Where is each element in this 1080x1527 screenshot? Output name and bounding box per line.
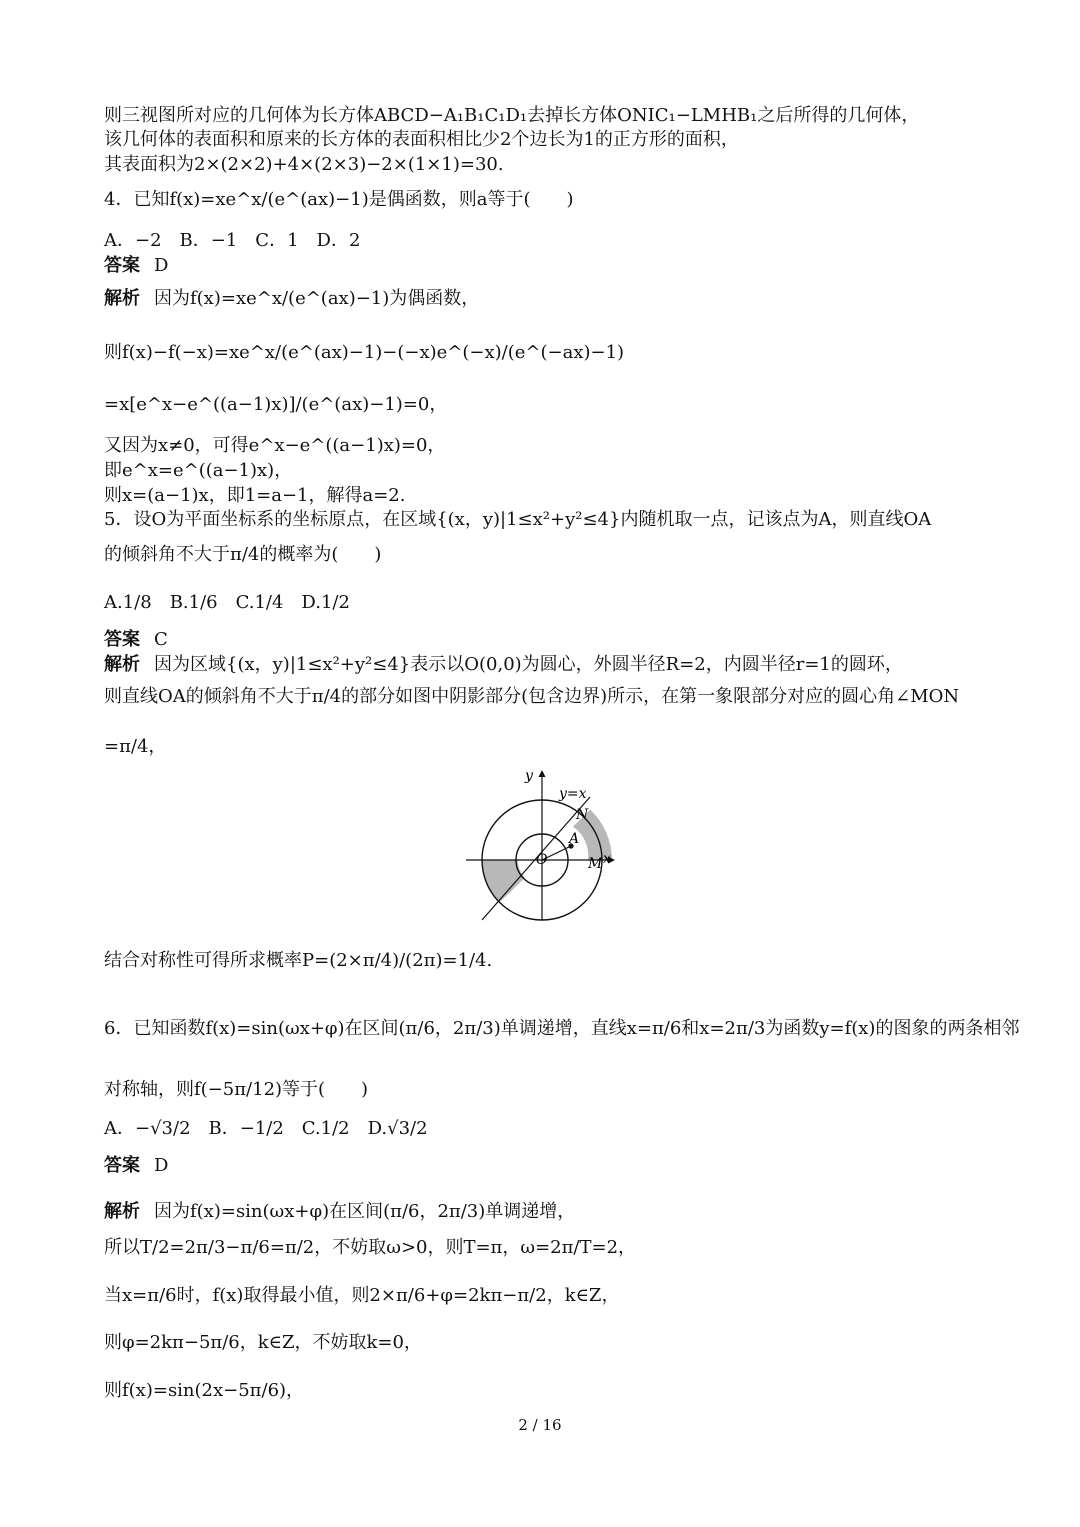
q4-step: 即e^x=e^((a−1)x)， xyxy=(104,460,293,481)
q6-step: 所以T/2=2π/3−π/6=π/2，不妨取ω>0，则T=π，ω=2π/T=2， xyxy=(104,1237,637,1258)
annulus-figure xyxy=(462,764,622,924)
q6-step: 当x=π/6时，f(x)取得最小值，则2×π/6+φ=2kπ−π/2，k∈Z， xyxy=(104,1285,620,1306)
line-label: y=x xyxy=(559,786,587,802)
analysis-text: 因为区域{(x，y)|1≤x²+y²≤4}表示以O(0,0)为圆心，外圆半径R=2，内圆半径r=1的圆环， xyxy=(154,654,903,675)
q5-step: 则直线OA的倾斜角不大于π/4的部分如图中阴影部分(包含边界)所示，在第一象限部分对应的圆心角∠MON xyxy=(104,686,960,707)
analysis-label: 解析 xyxy=(104,654,140,675)
x-axis-label: x xyxy=(603,851,611,867)
q4-stem: 4．已知f(x)=xe^x/(e^(ax)−1)是偶函数，则a等于( ) xyxy=(104,189,574,210)
q6-answer xyxy=(104,1154,980,1178)
q5-step: =π/4， xyxy=(104,736,167,757)
page-number: 2 / 16 xyxy=(518,1416,562,1434)
q5-conclusion: 结合对称性可得所求概率P=(2×π/4)/(2π)=1/4. xyxy=(104,950,493,971)
point-a-label: A xyxy=(569,831,580,847)
intro-line-1: 则三视图所对应的几何体为长方体ABCD−A₁B₁C₁D₁去掉长方体ONIC₁−LMHB₁之后所得的几何体， xyxy=(104,105,920,126)
q4-step: 又因为x≠0，可得e^x−e^((a−1)x)=0， xyxy=(104,435,446,456)
q5-options: A.1/8 B.1/6 C.1/4 D.1/2 xyxy=(104,592,350,613)
point-n-label: N xyxy=(576,807,589,823)
analysis-label: 解析 xyxy=(104,1201,140,1222)
point-m-label: M xyxy=(588,856,603,872)
intro-line-3: 其表面积为2×(2×2)+4×(2×3)−2×(1×1)=30. xyxy=(104,154,504,175)
q6-stem-1: 6．已知函数f(x)=sin(ωx+φ)在区间(π/6，2π/3)单调递增，直线x=π/6和x=2π/3为函数y=f(x)的图象的两条相邻 xyxy=(104,1018,1020,1039)
analysis-label: 解析 xyxy=(104,288,140,309)
q6-step: 则φ=2kπ−5π/6，k∈Z，不妨取k=0， xyxy=(104,1332,422,1353)
answer-label: 答案 xyxy=(104,255,140,276)
intro-line-2: 该几何体的表面积和原来的长方体的表面积相比少2个边长为1的正方形的面积， xyxy=(104,129,739,150)
q6-stem-2: 对称轴，则f(−5π/12)等于( ) xyxy=(104,1079,369,1100)
q4-step: 则x=(a−1)x，即1=a−1，解得a=2. xyxy=(104,485,406,506)
analysis-text: 因为f(x)=sin(ωx+φ)在区间(π/6，2π/3)单调递增， xyxy=(154,1201,576,1222)
q6-step: 则f(x)=sin(2x−5π/6)， xyxy=(104,1380,305,1401)
answer-value: D xyxy=(154,1155,169,1176)
q4-step: =x[e^x−e^((a−1)x)]/(e^(ax)−1)=0， xyxy=(104,394,448,415)
y-axis-arrow xyxy=(539,770,546,777)
y-axis-label: y xyxy=(525,768,533,784)
answer-label: 答案 xyxy=(104,629,140,650)
q4-analysis xyxy=(104,287,980,311)
q6-analysis xyxy=(104,1200,980,1224)
q5-analysis xyxy=(104,653,980,677)
q4-answer xyxy=(104,254,980,278)
q4-step: 则f(x)−f(−x)=xe^x/(e^(ax)−1)−(−x)e^(−x)/(e^(−ax)−1) xyxy=(104,342,625,363)
answer-label: 答案 xyxy=(104,1155,140,1176)
origin-label: O xyxy=(536,852,548,868)
analysis-text: 因为f(x)=xe^x/(e^(ax)−1)为偶函数， xyxy=(154,288,480,309)
q5-stem-1: 5．设O为平面坐标系的坐标原点，在区域{(x，y)|1≤x²+y²≤4}内随机取一点，记该点为A，则直线OA xyxy=(104,509,932,530)
q5-answer xyxy=(104,628,980,652)
answer-value: C xyxy=(154,629,168,650)
q5-stem-2: 的倾斜角不大于π/4的概率为( ) xyxy=(104,544,382,565)
annulus-diagram xyxy=(462,764,622,924)
q4-options: A．−2 B．−1 C．1 D．2 xyxy=(104,230,361,251)
answer-value: D xyxy=(154,255,169,276)
q6-options: A．−√3/2 B．−1/2 C.1/2 D.√3/2 xyxy=(104,1118,428,1139)
